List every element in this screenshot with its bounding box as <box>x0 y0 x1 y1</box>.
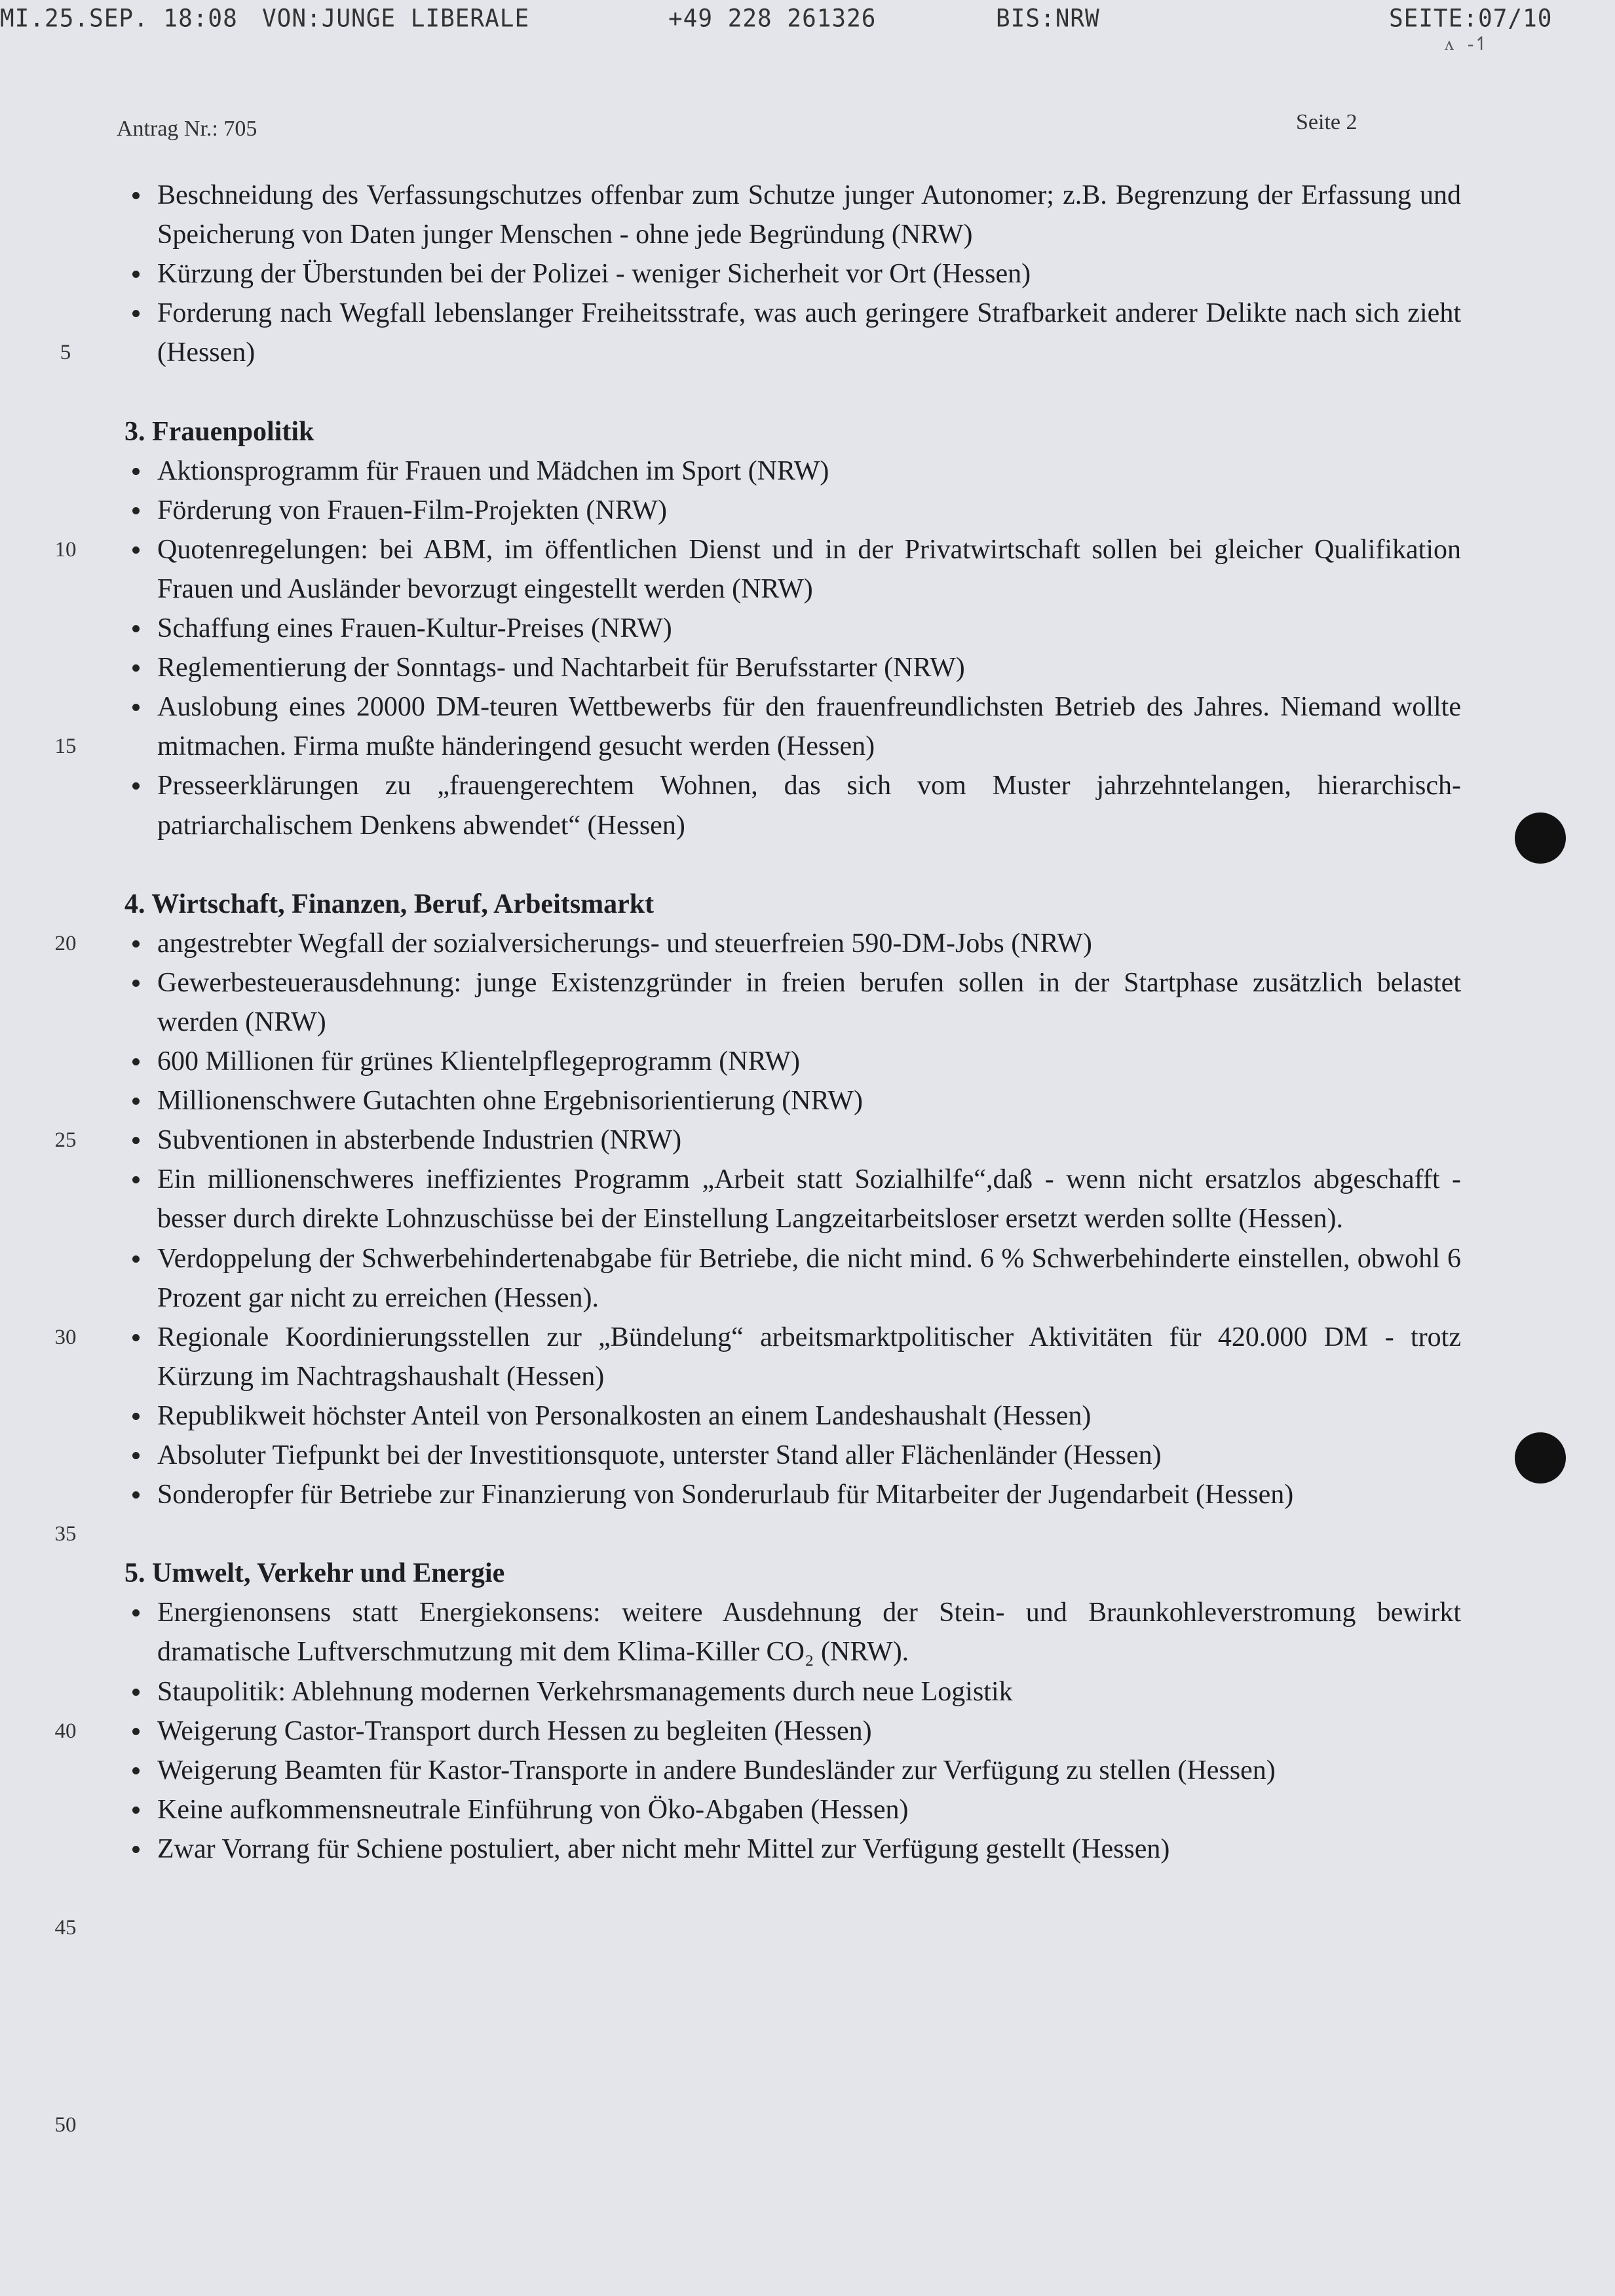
bullet-item: Zwar Vorrang für Schiene postuliert, aber nicht mehr Mittel zur Verfügung gestellt (Hessen) <box>124 1829 1461 1869</box>
bullet-item: Millionenschwere Gutachten ohne Ergebnisorientierung (NRW) <box>124 1081 1461 1120</box>
line-number: 45 <box>54 1916 77 1940</box>
bullet-item: Ein millionenschweres ineffizientes Programm „Arbeit statt Sozialhilfe“,daß - wenn nicht ersatzlos abgeschafft - besser durch direkte Lohnzuschüsse bei der Einstellung Langzeitarbeitsloser ersetzt werden sollte (Hessen). <box>124 1160 1461 1238</box>
section-heading: 5. Umwelt, Verkehr und Energie <box>124 1558 505 1589</box>
line-number: 15 <box>54 735 77 759</box>
bullet-item: Quotenregelungen: bei ABM, im öffentlichen Dienst und in der Privatwirtschaft sollen bei gleicher Qualifikation Frauen und Ausländer bevorzugt eingestellt werden (NRW) <box>124 530 1461 609</box>
page-number: Seite 2 <box>1296 110 1358 134</box>
antrag-number: Antrag Nr.: 705 <box>117 117 257 141</box>
bullet-item: Kürzung der Überstunden bei der Polizei - weniger Sicherheit vor Ort (Hessen) <box>124 254 1461 294</box>
bullet-item: Schaffung eines Frauen-Kultur-Preises (NRW) <box>124 609 1461 648</box>
line-number: 40 <box>54 1719 77 1743</box>
document-body <box>124 176 1461 1869</box>
blank-line <box>124 845 1461 885</box>
blank-line <box>124 372 1461 411</box>
bullet-item: Gewerbesteuerausdehnung: junge Existenzgründer in freien berufen sollen in der Startphase zusätzlich belastet werden (NRW) <box>124 963 1461 1042</box>
bullet-item: Beschneidung des Verfassungschutzes offenbar zum Schutze junger Autonomer; z.B. Begrenzung der Erfassung und Speicherung von Daten junger Menschen - ohne jede Begründung (NRW) <box>124 176 1461 254</box>
bullet-item: Förderung von Frauen-Film-Projekten (NRW) <box>124 491 1461 530</box>
fax-header <box>0 5 1615 39</box>
bullet-item: Presseerklärungen zu „frauengerechtem Wohnen, das sich vom Muster jahrzehntelangen, hierarchisch-patriarchalischem Denkens abwendet“ (Hessen) <box>124 766 1461 845</box>
bullet-item: Aktionsprogramm für Frauen und Mädchen im Sport (NRW) <box>124 451 1461 491</box>
blank-line <box>124 1514 1461 1554</box>
bullet-item: Weigerung Beamten für Kastor-Transporte in andere Bundesländer zur Verfügung zu stellen (Hessen) <box>124 1751 1461 1790</box>
line-number: 5 <box>60 341 71 365</box>
bullet-item: Republikweit höchster Anteil von Personalkosten an einem Landeshaushalt (Hessen) <box>124 1396 1461 1436</box>
line-number: 30 <box>54 1325 77 1349</box>
line-number: 10 <box>54 537 77 562</box>
bullet-item: Absoluter Tiefpunkt bei der Investitionsquote, unterster Stand aller Flächenländer (Hessen) <box>124 1436 1461 1475</box>
bullet-item: Auslobung eines 20000 DM-teuren Wettbewerbs für den frauenfreundlichsten Betrieb des Jahres. Niemand wollte mitmachen. Firma mußte händeringend gesucht werden (Hessen) <box>124 687 1461 766</box>
handwritten-mark: ᴧ -↿ <box>1445 34 1489 54</box>
bullet-item: Keine aufkommensneutrale Einführung von Öko-Abgaben (Hessen) <box>124 1790 1461 1829</box>
bullet-item: Verdoppelung der Schwerbehindertenabgabe für Betriebe, die nicht mind. 6 % Schwerbehinderte einstellen, obwohl 6 Prozent gar nicht zu erreichen (Hessen). <box>124 1239 1461 1318</box>
bullet-item: Sonderopfer für Betriebe zur Finanzierung von Sonderurlaub für Mitarbeiter der Jugendarbeit (Hessen) <box>124 1475 1461 1514</box>
section-heading: 3. Frauenpolitik <box>124 416 314 447</box>
bullet-item: angestrebter Wegfall der sozialversicherungs- und steuerfreien 590-DM-Jobs (NRW) <box>124 924 1461 963</box>
bullet-item: Forderung nach Wegfall lebenslanger Freiheitsstrafe, was auch geringere Strafbarkeit anderer Delikte nach sich zieht (Hessen) <box>124 294 1461 372</box>
line-number: 20 <box>54 931 77 955</box>
bullet-item: 600 Millionen für grünes Klientelpflegeprogramm (NRW) <box>124 1042 1461 1081</box>
bullet-item: Weigerung Castor-Transport durch Hessen zu begleiten (Hessen) <box>124 1712 1461 1751</box>
line-number: 25 <box>54 1128 77 1153</box>
line-number: 50 <box>54 2113 77 2137</box>
bullet-item: Staupolitik: Ablehnung modernen Verkehrsmanagements durch neue Logistik <box>124 1672 1461 1712</box>
line-number: 35 <box>54 1522 77 1546</box>
fax-sender: VON:JUNGE LIBERALE <box>262 4 530 33</box>
bullet-item: Energienonsens statt Energiekonsens: weitere Ausdehnung der Stein- und Braunkohleverstromung bewirkt dramatische Luftverschmutzung mit dem Klima-Killer CO₂ (NRW). <box>124 1593 1461 1672</box>
bullet-item: Regionale Koordinierungsstellen zur „Bündelung“ arbeitsmarktpolitischer Aktivitäten für 420.000 DM - trotz Kürzung im Nachtragshaushalt (Hessen) <box>124 1318 1461 1396</box>
section-heading: 4. Wirtschaft, Finanzen, Beruf, Arbeitsmarkt <box>124 889 655 919</box>
fax-phone: +49 228 261326 <box>668 4 877 33</box>
punch-hole <box>1515 1432 1566 1483</box>
fax-recipient: BIS:NRW <box>996 4 1100 33</box>
punch-hole <box>1515 813 1566 864</box>
fax-date-time: MI.25.SEP. 18:08 <box>0 4 238 33</box>
bullet-item: Reglementierung der Sonntags- und Nachtarbeit für Berufsstarter (NRW) <box>124 648 1461 687</box>
fax-page: SEITE:07/10 <box>1389 4 1553 33</box>
bullet-item: Subventionen in absterbende Industrien (NRW) <box>124 1120 1461 1160</box>
